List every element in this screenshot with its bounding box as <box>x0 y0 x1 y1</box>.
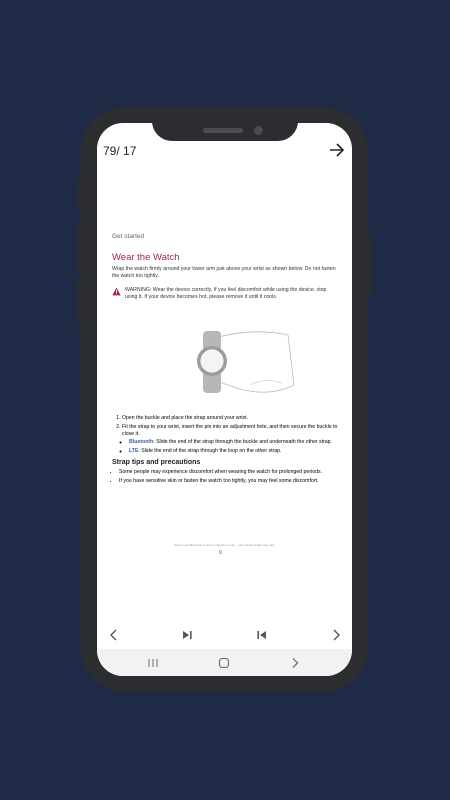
tips-list <box>112 469 340 485</box>
chevron-right-icon[interactable] <box>330 629 342 641</box>
substeps-list <box>122 439 340 455</box>
document-footer: Screen and illustrations are for reference only — the actual design may vary <box>174 543 275 547</box>
home-icon[interactable] <box>218 657 230 669</box>
chevron-left-icon[interactable] <box>108 629 120 641</box>
notch <box>152 107 298 141</box>
system-nav-bar <box>97 649 352 676</box>
step-item: 2. Fit the strap to your wrist, insert the pin into an adjustment hole, and then secure the buckle to close it. ◦ Bluetooth: Slide the end of the strap through the buckle and underneath the other strap. ◦ LTE: Slide the end of the strap through the loop on the other strap. <box>122 424 340 455</box>
phone-screen <box>97 123 352 676</box>
watch-wrist-illustration <box>190 325 295 397</box>
warning-icon <box>112 287 121 296</box>
step-item: 1. Open the buckle and place the strap around your wrist. <box>122 415 340 422</box>
instructions <box>112 415 340 487</box>
substep-item: ◦ LTE: Slide the end of the strap through the loop on the other strap. <box>129 448 340 455</box>
power-button <box>368 235 372 295</box>
page-title: Wear the Watch <box>112 252 180 263</box>
reader-bottom-bar <box>97 623 352 649</box>
skip-back-icon[interactable] <box>256 629 268 641</box>
tips-heading: Strap tips and precautions <box>112 459 201 466</box>
document-page <box>112 233 340 301</box>
page-number: 9 <box>219 550 222 556</box>
substep-item: ◦ Bluetooth: Slide the end of the strap through the buckle and underneath the other strap. <box>129 439 340 446</box>
warning-text: WARNING: Wear the device correctly. If you feel discomfort while using the device, stop using it. If your device becomes hot, please remove it until it cools. <box>125 287 327 300</box>
intro-text: Wrap the watch firmly around your lower arm just above your wrist as shown below. Do not fasten the watch too tightly. <box>112 266 336 279</box>
recents-icon[interactable] <box>147 657 159 669</box>
tip-item: • Some people may experience discomfort when wearing the watch for prolonged periods. <box>119 469 340 476</box>
warning-block <box>112 287 340 301</box>
arrow-right-icon[interactable] <box>329 143 345 157</box>
steps-list <box>112 415 340 455</box>
section-label: Get started <box>112 233 145 240</box>
tip-item: • If you have sensitive skin or fasten the watch too tightly, you may feel some discomfort. <box>119 478 340 485</box>
page-counter: 79/ 17 <box>103 144 137 158</box>
front-camera <box>254 126 263 135</box>
back-chevron-icon[interactable] <box>289 657 301 669</box>
skip-forward-icon[interactable] <box>181 629 193 641</box>
speaker-grille <box>203 128 243 133</box>
